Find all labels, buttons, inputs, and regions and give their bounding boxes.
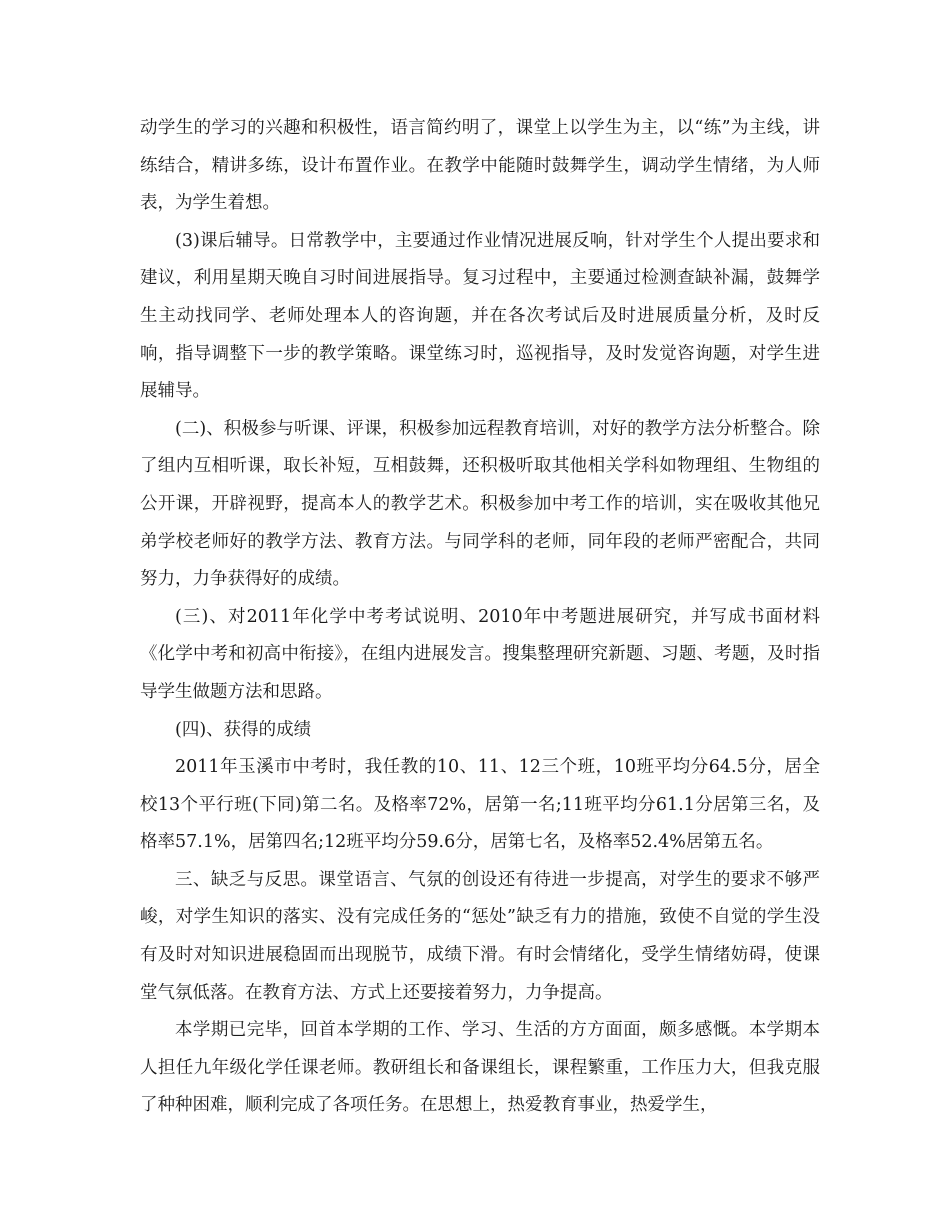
paragraph-after-class-tutoring: (3)课后辅导。日常教学中，主要通过作业情况进展反响，针对学生个人提出要求和建议，利用星期天晚自习时间进展指导。复习过程中，主要通过检测查缺补漏，鼓舞学生主动找同学、老师处理本人的咨询题，并在各次考试后及时进展质量分析，及时反响，指导调整下一步的教学策略。课堂练习时，巡视指导，及时发觉咨询题，对学生进展辅导。 [140, 230, 820, 402]
paragraph-exam-research: (三)、对2011年化学中考考试说明、2010年中考题进展研究，并写成书面材料《化学中考和初高中衔接》，在组内进展发言。搜集整理研究新题、习题、考题，及时指导学生做题方法和思路。 [140, 606, 820, 702]
paragraph-semester-summary: 本学期已完毕，回首本学期的工作、学习、生活的方方面面，颇多感慨。本学期本人担任九年级化学任课老师。教研组长和备课组长，课程繁重，工作压力大，但我克服了种种困难，顺利完成了各项任务。在思想上，热爱教育事业，热爱学生， [140, 1020, 820, 1116]
paragraph-lesson-observation: (二)、积极参与听课、评课，积极参加远程教育培训，对好的教学方法分析整合。除了组内互相听课，取长补短，互相鼓舞，还积极听取其他相关学科如物理组、生物组的公开课，开辟视野，提高本人的教学艺术。积极参加中考工作的培训，实在吸收其他兄弟学校老师好的教学方法、教育方法。与同学科的老师，同年段的老师严密配合，共同努力，力争获得好的成绩。 [140, 418, 820, 590]
paragraph-shortcomings: 三、缺乏与反思。课堂语言、气氛的创设还有待进一步提高，对学生的要求不够严峻，对学生知识的落实、没有完成任务的“惩处”缺乏有力的措施，致使不自觉的学生没有及时对知识进展稳固而出现脱节，成绩下滑。有时会情绪化，受学生情绪妨碍，使课堂气氛低落。在教育方法、方式上还要接着努力，力争提高。 [140, 869, 820, 1003]
paragraph-teaching-method-continued: 动学生的学习的兴趣和积极性，语言简约明了，课堂上以学生为主，以“练”为主线，讲练结合，精讲多练，设计布置作业。在教学中能随时鼓舞学生，调动学生情绪，为人师表，为学生着想。 [140, 118, 820, 214]
paragraph-exam-results: 2011年玉溪市中考时，我任教的10、11、12三个班，10班平均分64.5分，居全校13个平行班(下同)第二名。及格率72%，居第一名;11班平均分61.1分居第三名，及格率57.1%，居第四名;12班平均分59.6分，居第七名，及格率52.4%居第五名。 [140, 757, 820, 853]
section-heading-achievements: (四)、获得的成绩 [175, 719, 312, 740]
document-body [140, 110, 820, 1125]
